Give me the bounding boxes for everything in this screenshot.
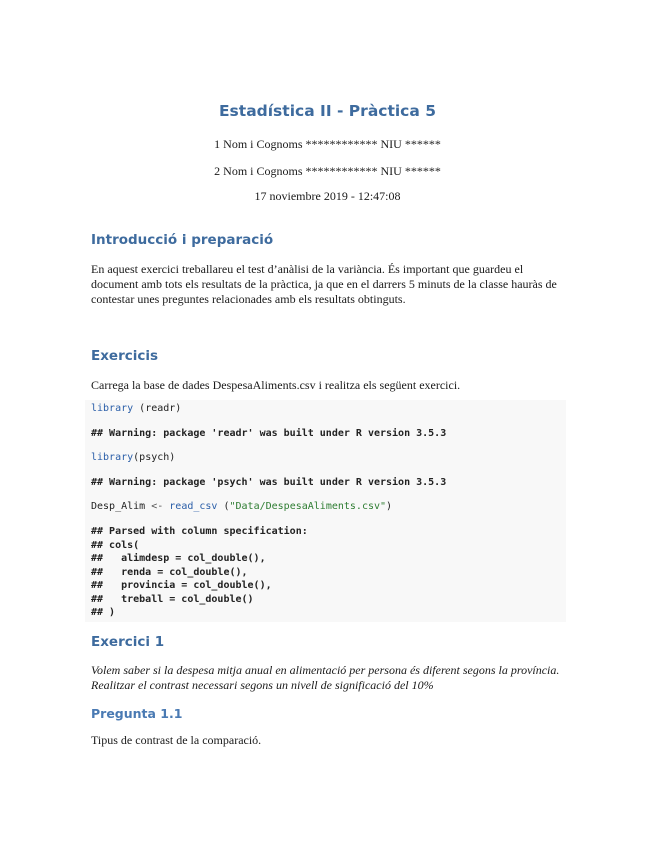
code-output-warning-psych: ## Warning: package 'psych' was built under R version 3.5.3	[91, 477, 447, 488]
document-title: Estadística II - Pràctica 5	[218, 102, 437, 120]
code-paren-open: (	[217, 501, 230, 512]
code-variable: Desp_Alim	[91, 501, 152, 512]
exercicis-paragraph: Carrega la base de dades DespesaAliments.csv i realitza els següent exercici.	[91, 378, 461, 392]
author-line-2: 2 Nom i Cognoms ************ NIU ******	[214, 164, 441, 178]
author-line-1: 1 Nom i Cognoms ************ NIU ******	[214, 137, 441, 151]
intro-paragraph: En aquest exercici treballareu el test d’anàlisi de la variància. És important que guardeu el document amb tots els resultats de la pràctica, ja que en el darrers 5 minuts de la classe hauràs de contestar unes preguntes relacionades amb els resultats obtinguts.	[91, 262, 557, 306]
code-output-parsed-columns: ## Parsed with column specification: ## cols( ## alimdesp = col_double(), ## renda = col_double(), ## provincia = col_double(), ## treball = col_double() ## )	[91, 526, 308, 618]
code-string: "Data/DespesaAliments.csv"	[229, 501, 387, 512]
code-output-warning-readr: ## Warning: package 'readr' was built under R version 3.5.3	[91, 428, 447, 439]
code-paren-close: )	[386, 501, 393, 512]
section-heading-intro: Introducció i preparació	[91, 232, 274, 248]
code-line-library-readr	[91, 402, 181, 416]
section-heading-exercici-1: Exercici 1	[91, 634, 165, 650]
code-function: library	[91, 403, 134, 414]
document-date: 17 noviembre 2019 - 12:47:08	[254, 189, 401, 203]
code-argument: (readr)	[133, 403, 182, 414]
code-line-read-csv	[91, 500, 392, 514]
code-argument: (psych)	[133, 452, 176, 463]
code-assign-operator: <-	[151, 501, 164, 512]
pregunta-1-1-paragraph: Tipus de contrast de la comparació.	[91, 733, 262, 747]
subsection-heading-pregunta-1-1: Pregunta 1.1	[91, 706, 183, 721]
code-function: read_csv	[163, 501, 218, 512]
code-function: library	[91, 452, 134, 463]
exercici-1-paragraph: Volem saber si la despesa mitja anual en alimentació per persona és diferent segons la província. Realitzar el contrast necessari segons un nivell de significació del 10%	[91, 663, 560, 692]
section-heading-exercicis: Exercicis	[91, 348, 159, 364]
code-line-library-psych	[91, 451, 175, 465]
